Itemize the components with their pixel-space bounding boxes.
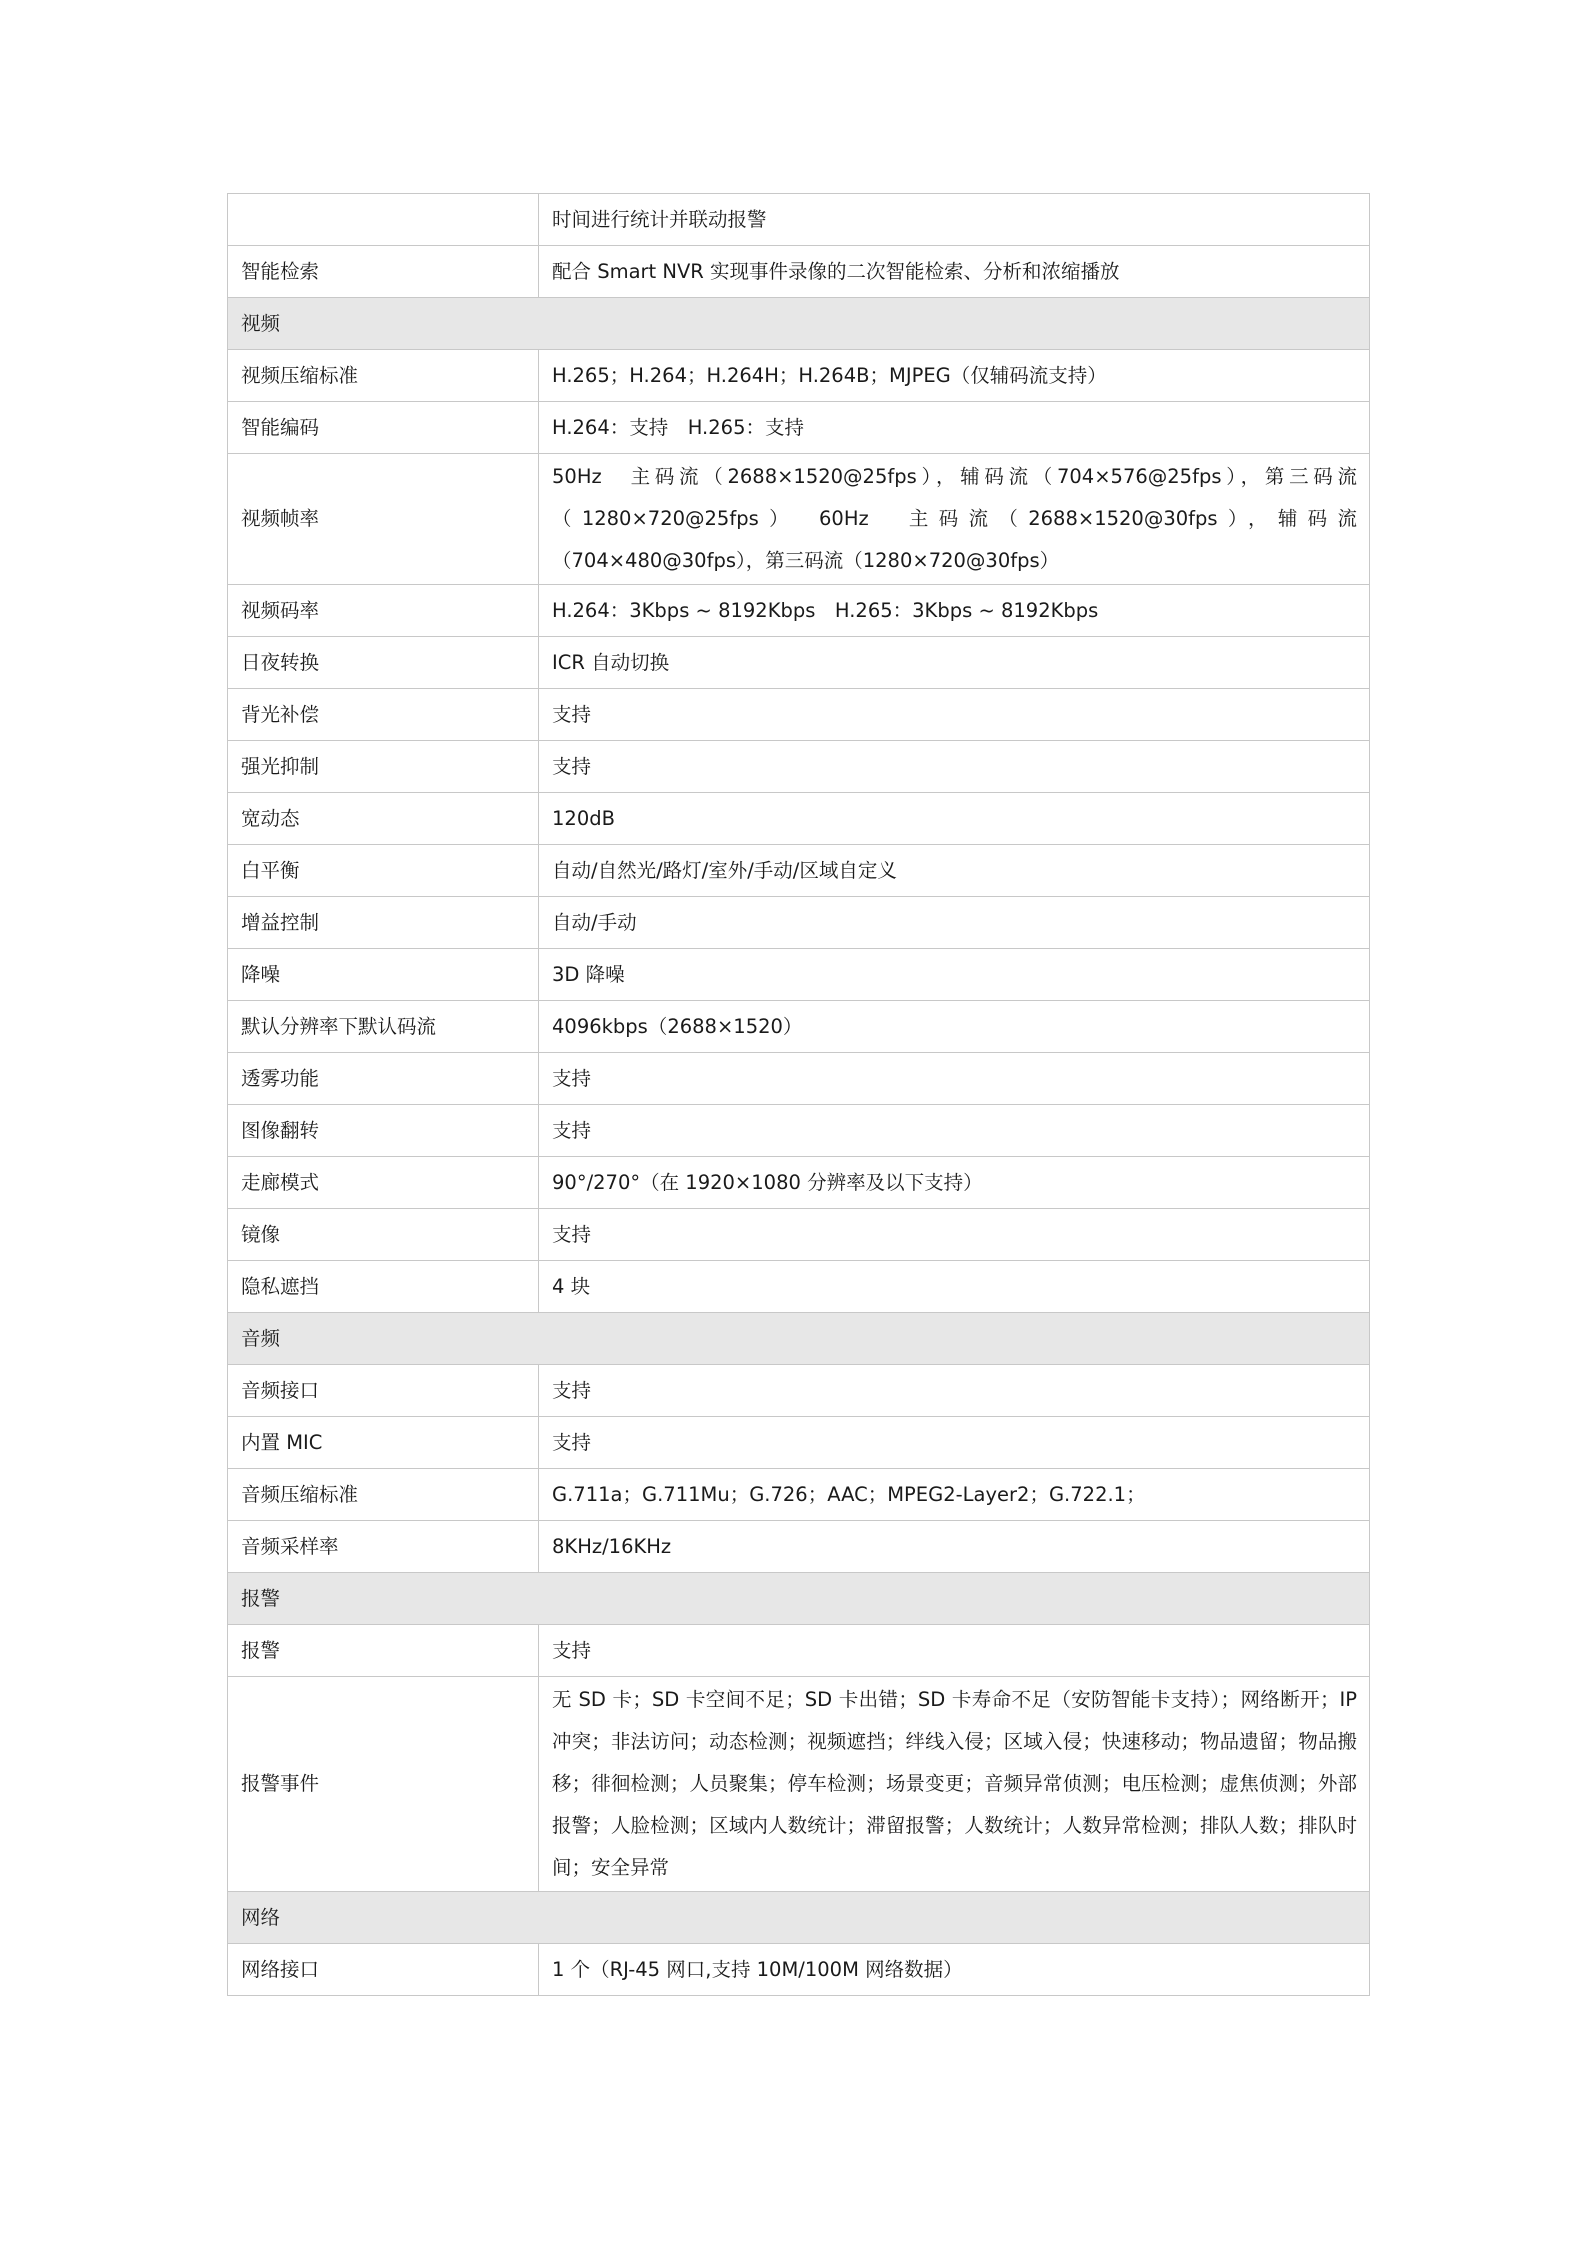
spec-row [228, 1365, 1370, 1417]
spec-value: ICR 自动切换 [539, 637, 1370, 689]
spec-row [228, 1053, 1370, 1105]
spec-row [228, 1625, 1370, 1677]
spec-label: 视频码率 [228, 585, 539, 637]
spec-label: 白平衡 [228, 845, 539, 897]
spec-row [228, 1469, 1370, 1521]
spec-table-body [228, 194, 1370, 1996]
spec-label: 默认分辨率下默认码流 [228, 1001, 539, 1053]
section-header-row [228, 298, 1370, 350]
spec-value: 支持 [539, 1365, 1370, 1417]
spec-label: 报警事件 [228, 1677, 539, 1892]
spec-row [228, 1157, 1370, 1209]
spec-row [228, 1209, 1370, 1261]
section-header-row [228, 1892, 1370, 1944]
spec-value: 支持 [539, 1053, 1370, 1105]
section-header-row [228, 1573, 1370, 1625]
spec-label: 智能检索 [228, 246, 539, 298]
spec-row [228, 637, 1370, 689]
spec-value: 支持 [539, 1417, 1370, 1469]
spec-table [227, 193, 1370, 1996]
spec-row [228, 949, 1370, 1001]
spec-label: 图像翻转 [228, 1105, 539, 1157]
spec-value: 支持 [539, 1209, 1370, 1261]
spec-row [228, 741, 1370, 793]
spec-row [228, 194, 1370, 246]
spec-value: 配合 Smart NVR 实现事件录像的二次智能检索、分析和浓缩播放 [539, 246, 1370, 298]
spec-label: 日夜转换 [228, 637, 539, 689]
section-title: 音频 [228, 1313, 1370, 1365]
spec-value: 120dB [539, 793, 1370, 845]
spec-row [228, 689, 1370, 741]
spec-label [228, 194, 539, 246]
section-title: 报警 [228, 1573, 1370, 1625]
spec-label: 音频压缩标准 [228, 1469, 539, 1521]
spec-label: 透雾功能 [228, 1053, 539, 1105]
spec-label: 音频接口 [228, 1365, 539, 1417]
spec-value: 支持 [539, 689, 1370, 741]
spec-label: 隐私遮挡 [228, 1261, 539, 1313]
spec-row [228, 897, 1370, 949]
section-title: 网络 [228, 1892, 1370, 1944]
spec-value: 8KHz/16KHz [539, 1521, 1370, 1573]
spec-value: 支持 [539, 1105, 1370, 1157]
spec-label: 报警 [228, 1625, 539, 1677]
spec-row [228, 246, 1370, 298]
spec-value: 自动/自然光/路灯/室外/手动/区域自定义 [539, 845, 1370, 897]
spec-value: 自动/手动 [539, 897, 1370, 949]
section-header-row [228, 1313, 1370, 1365]
spec-row [228, 1417, 1370, 1469]
spec-label: 强光抑制 [228, 741, 539, 793]
spec-row [228, 1944, 1370, 1996]
spec-value: 1 个（RJ-45 网口,支持 10M/100M 网络数据） [539, 1944, 1370, 1996]
spec-label: 网络接口 [228, 1944, 539, 1996]
spec-value: 90°/270°（在 1920×1080 分辨率及以下支持） [539, 1157, 1370, 1209]
spec-label: 背光补偿 [228, 689, 539, 741]
spec-row [228, 350, 1370, 402]
spec-value: 无 SD 卡；SD 卡空间不足；SD 卡出错；SD 卡寿命不足（安防智能卡支持）；网络断开；IP 冲突；非法访问；动态检测；视频遮挡；绊线入侵；区域入侵；快速移动；物品遗留；物品搬移；徘徊检测；人员聚集；停车检测；场景变更；音频异常侦测；电压检测；虚焦侦测；外部报警；人脸检测；区域内人数统计；滞留报警；人数统计；人数异常检测；排队人数；排队时间；安全异常 [539, 1677, 1370, 1892]
spec-row [228, 1001, 1370, 1053]
spec-value: 50Hz 主码流（2688×1520@25fps），辅码流（704×576@25fps），第三码流（1280×720@25fps） 60Hz 主码流（2688×1520@30fps），辅码流（704×480@30fps），第三码流（1280×720@30fps） [539, 454, 1370, 585]
spec-label: 智能编码 [228, 402, 539, 454]
spec-row [228, 1521, 1370, 1573]
spec-value: H.265；H.264；H.264H；H.264B；MJPEG（仅辅码流支持） [539, 350, 1370, 402]
spec-row [228, 793, 1370, 845]
spec-row [228, 1105, 1370, 1157]
spec-label: 视频压缩标准 [228, 350, 539, 402]
spec-value: 4096kbps（2688×1520） [539, 1001, 1370, 1053]
spec-label: 视频帧率 [228, 454, 539, 585]
spec-row [228, 402, 1370, 454]
spec-value: 支持 [539, 1625, 1370, 1677]
spec-value: G.711a；G.711Mu；G.726；AAC；MPEG2-Layer2；G.722.1； [539, 1469, 1370, 1521]
spec-label: 镜像 [228, 1209, 539, 1261]
spec-label: 增益控制 [228, 897, 539, 949]
spec-value: 3D 降噪 [539, 949, 1370, 1001]
spec-value: 4 块 [539, 1261, 1370, 1313]
spec-row [228, 454, 1370, 585]
spec-label: 内置 MIC [228, 1417, 539, 1469]
spec-value: 时间进行统计并联动报警 [539, 194, 1370, 246]
spec-row [228, 585, 1370, 637]
spec-value: H.264：3Kbps ~ 8192Kbps H.265：3Kbps ~ 8192Kbps [539, 585, 1370, 637]
spec-value: 支持 [539, 741, 1370, 793]
spec-label: 音频采样率 [228, 1521, 539, 1573]
spec-label: 宽动态 [228, 793, 539, 845]
section-title: 视频 [228, 298, 1370, 350]
spec-value: H.264：支持 H.265：支持 [539, 402, 1370, 454]
spec-row [228, 1261, 1370, 1313]
spec-row [228, 1677, 1370, 1892]
spec-row [228, 845, 1370, 897]
spec-label: 走廊模式 [228, 1157, 539, 1209]
spec-label: 降噪 [228, 949, 539, 1001]
